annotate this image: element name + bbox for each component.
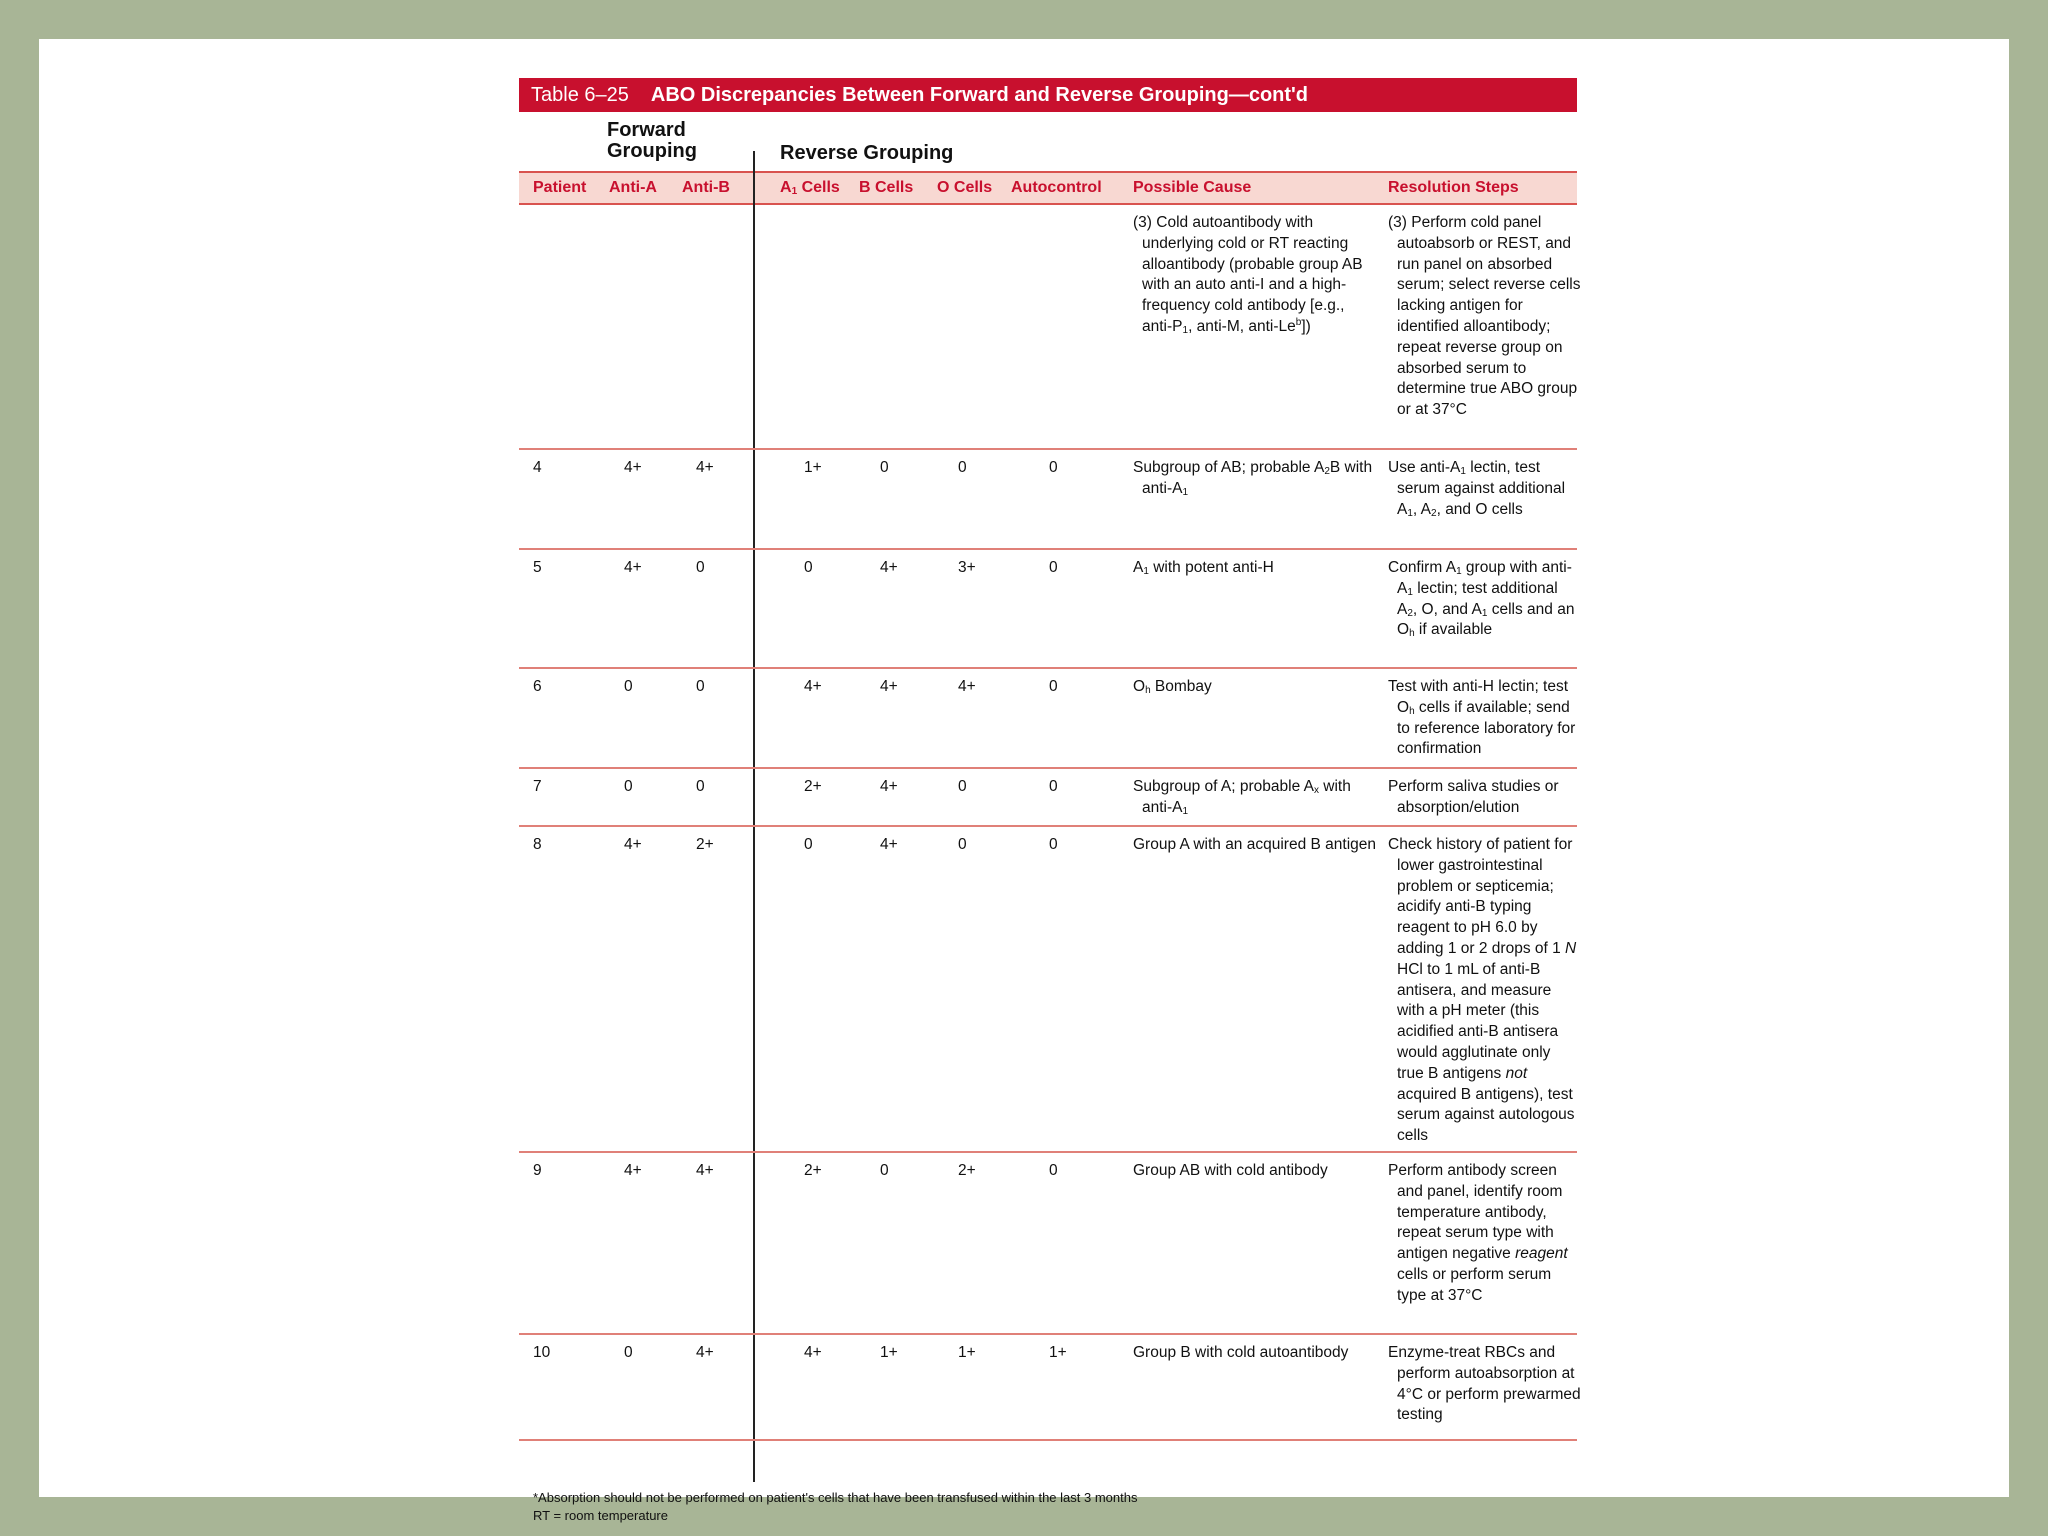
resolution-cell: Use anti-$A_1$ lectin, test serum against additional $A_1$, $A_2$, and O cells [1388,459,1566,519]
col-possible-cause: Possible Cause [1133,179,1252,196]
page [39,39,2009,1523]
patient-cell: 5 [533,559,542,576]
cause-cell: Subgroup of A; probable $A_x$ with anti-$A_1$ [1133,778,1351,817]
table-footnotes [533,1489,1137,1525]
col-b-cells: B Cells [859,179,914,196]
table-row [519,450,1577,550]
cause-cell: Group AB with cold antibody [1133,1162,1328,1179]
autocontrol-cell: 0 [1049,778,1058,795]
resolution-cell: Perform saliva studies or absorption/elution [1388,778,1559,816]
resolution-cell: (3) Perform cold panel autoabsorb or REST, and run panel on absorbed serum; select reverse cells lacking antigen for identified alloantibody; repeat reverse group on absorbed serum to determine true ABO group or at 37°C [1388,214,1581,419]
anti-b-cell: 0 [696,559,705,576]
table-number: Table 6–25 [531,83,629,106]
patient-cell: 7 [533,778,542,795]
footnote-rt: RT = room temperature [533,1508,668,1523]
table-row [519,1335,1581,1441]
resolution-cell: Enzyme-treat RBCs and perform autoabsorption at 4°C or perform prewarmed testing [1388,1344,1581,1424]
resolution-cell: Confirm $A_1$ group with anti-$A_1$ lectin; test additional $A_2$, O, and $A_1$ cells and an $O_h$ if available [1388,559,1575,640]
a1-cell: 0 [804,836,813,853]
patient-cell: 4 [533,459,542,476]
autocontrol-cell: 0 [1049,836,1058,853]
o-cell: 2+ [958,1162,976,1179]
o-cell: 0 [958,836,967,853]
anti-a-cell: 0 [624,778,633,795]
o-cell: 0 [958,778,967,795]
anti-a-cell: 0 [624,678,633,695]
cause-cell: $A_1$ with potent anti-H [1133,559,1274,577]
column-header-row [519,171,1577,205]
a1-cell: 4+ [804,678,822,695]
autocontrol-cell: 1+ [1049,1344,1067,1361]
autocontrol-cell: 0 [1049,459,1058,476]
b-cell: 0 [880,459,889,476]
table-title: ABO Discrepancies Between Forward and Reverse Grouping—cont'd [650,83,1309,106]
b-cell: 4+ [880,678,898,695]
reverse-grouping-header: Reverse Grouping [780,142,954,164]
a1-cell: 0 [804,559,813,576]
o-cell: 3+ [958,559,976,576]
anti-b-cell: 2+ [696,836,714,853]
anti-b-cell: 4+ [696,459,714,476]
col-patient: Patient [533,179,587,196]
anti-b-cell: 4+ [696,1344,714,1361]
footnote-absorption: *Absorption should not be performed on patient's cells that have been transfused within the last 3 months [533,1490,1138,1505]
anti-a-cell: 4+ [624,1162,642,1179]
b-cell: 4+ [880,778,898,795]
col-anti-a: Anti-A [609,179,657,196]
patient-cell: 9 [533,1162,542,1179]
o-cell: 1+ [958,1344,976,1361]
b-cell: 1+ [880,1344,898,1361]
anti-b-cell: 0 [696,678,705,695]
resolution-cell: Test with anti-H lectin; test $O_h$ cells if available; send to reference laboratory for confirmation [1388,678,1576,758]
table-row [519,550,1577,669]
anti-b-cell: 4+ [696,1162,714,1179]
col-anti-b: Anti-B [682,179,730,196]
cause-cell: Group A with an acquired B antigen [1133,836,1376,853]
b-cell: 4+ [880,836,898,853]
patient-cell: 8 [533,836,542,853]
anti-a-cell: 0 [624,1344,633,1361]
col-resolution-steps: Resolution Steps [1388,179,1519,196]
anti-a-cell: 4+ [624,459,642,476]
table-row [519,1153,1577,1335]
o-cell: 0 [958,459,967,476]
col-o-cells: O Cells [937,179,993,196]
anti-a-cell: 4+ [624,836,642,853]
anti-a-cell: 4+ [624,559,642,576]
autocontrol-cell: 0 [1049,1162,1058,1179]
table-row [519,205,1581,450]
group-header [519,112,1577,171]
a1-cell: 4+ [804,1344,822,1361]
b-cell: 0 [880,1162,889,1179]
autocontrol-cell: 0 [1049,559,1058,576]
resolution-cell: Perform antibody screen and panel, identify room temperature antibody, repeat serum type with antigen negative reagent cells or perform serum type at 37°C [1388,1162,1568,1304]
autocontrol-cell: 0 [1049,678,1058,695]
abo-discrepancy-table [519,78,1581,1441]
a1-cell: 2+ [804,778,822,795]
a1-cell: 2+ [804,1162,822,1179]
resolution-cell: Check history of patient for lower gastrointestinal problem or septicemia; acidify anti-B typing reagent to pH 6.0 by adding 1 or 2 drops of 1 N HCl to 1 mL of anti-B antisera, and measure with a pH meter (this acidified anti-B antisera would agglutinate only true B antigens not acquired B antigens), test serum against autologous cells [1388,836,1577,1145]
table-row [519,669,1577,769]
a1-cell: 1+ [804,459,822,476]
table-row [519,827,1577,1153]
cause-cell: (3) Cold autoantibody with underlying cold or RT reacting alloantibody (probable group AB with an auto anti-I and a high-frequency cold antibody [e.g., anti-$P_1$, anti-M, anti-Le$^b$]) [1133,214,1363,336]
anti-b-cell: 0 [696,778,705,795]
patient-cell: 10 [533,1344,551,1361]
cause-cell: $O_h$ Bombay [1133,678,1212,696]
cause-cell: Subgroup of AB; probable $A_2B$ with anti-$A_1$ [1133,459,1373,498]
cause-cell: Group B with cold autoantibody [1133,1344,1349,1361]
table-row [519,769,1577,827]
b-cell: 4+ [880,559,898,576]
forward-grouping-header: Forward Grouping [607,119,697,162]
o-cell: 4+ [958,678,976,695]
patient-cell: 6 [533,678,542,695]
table-title-bar [519,78,1577,112]
col-a1-cells: $A_1$ Cells [780,179,840,197]
col-autocontrol: Autocontrol [1011,179,1102,196]
